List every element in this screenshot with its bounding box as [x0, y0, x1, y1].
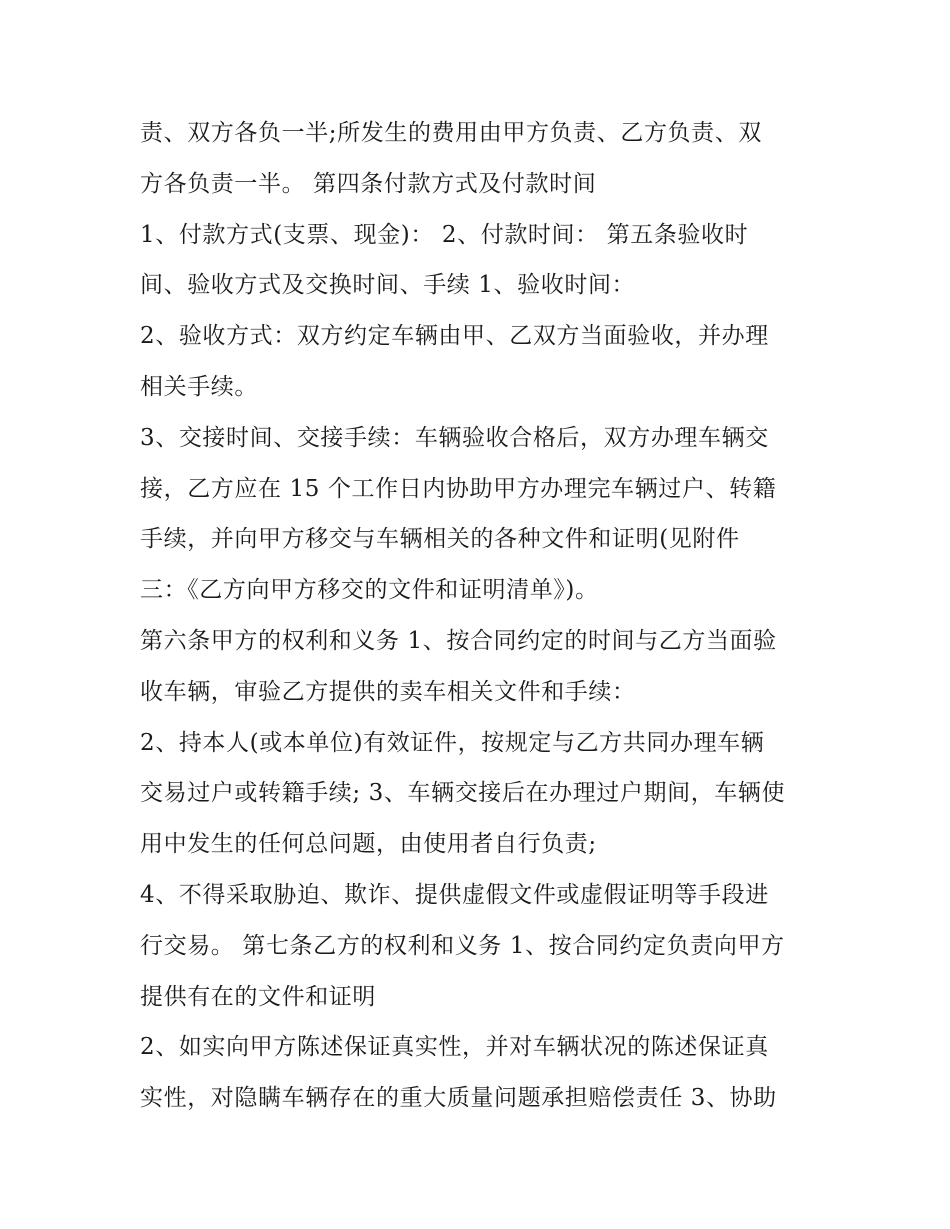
text-line: 第六条甲方的权利和义务 1、按合同约定的时间与乙方当面验	[140, 627, 777, 654]
text-line: 4、不得采取胁迫、欺诈、提供虚假文件或虚假证明等手段进	[140, 881, 769, 908]
text-line: 3、交接时间、交接手续：车辆验收合格后，双方办理车辆交	[140, 424, 769, 451]
text-line: 手续，并向甲方移交与车辆相关的各种文件和证明(见附件	[140, 526, 740, 553]
text-line: 责、双方各负一半;所发生的费用由甲方负责、乙方负责、双	[140, 120, 762, 146]
text-line: 交易过户或转籍手续; 3、车辆交接后在办理过户期间，车辆使	[140, 780, 786, 807]
text-line: 方各负责一半。 第四条付款方式及付款时间	[140, 170, 597, 197]
text-line: 三：《乙方向甲方移交的文件和证明清单》)。	[140, 577, 599, 604]
text-line: 收车辆，审验乙方提供的卖车相关文件和手续：	[140, 678, 636, 705]
text-line: 2、持本人(或本单位)有效证件，按规定与乙方共同办理车辆	[140, 729, 765, 756]
text-line: 接，乙方应在 15 个工作日内协助甲方办理完车辆过户、转籍	[140, 475, 777, 502]
text-line: 2、如实向甲方陈述保证真实性，并对车辆状况的陈述保证真	[140, 1034, 769, 1061]
text-line: 用中发生的任何总问题，由使用者自行负责;	[140, 831, 597, 858]
text-line: 间、验收方式及交换时间、手续 1、验收时间：	[140, 272, 636, 299]
text-line: 2、验收方式：双方约定车辆由甲、乙双方当面验收，并办理	[140, 323, 769, 350]
text-line: 行交易。 第七条乙方的权利和义务 1、按合同约定负责向甲方	[140, 932, 785, 959]
text-line: 相关手续。	[140, 373, 258, 400]
text-line: 1、付款方式(支票、现金)： 2、付款时间： 第五条验收时	[140, 221, 749, 248]
text-line: 实性，对隐瞒车辆存在的重大质量问题承担赔偿责任 3、协助	[140, 1085, 777, 1112]
document-body	[140, 108, 820, 1124]
text-line: 提供有在的文件和证明	[140, 983, 376, 1010]
